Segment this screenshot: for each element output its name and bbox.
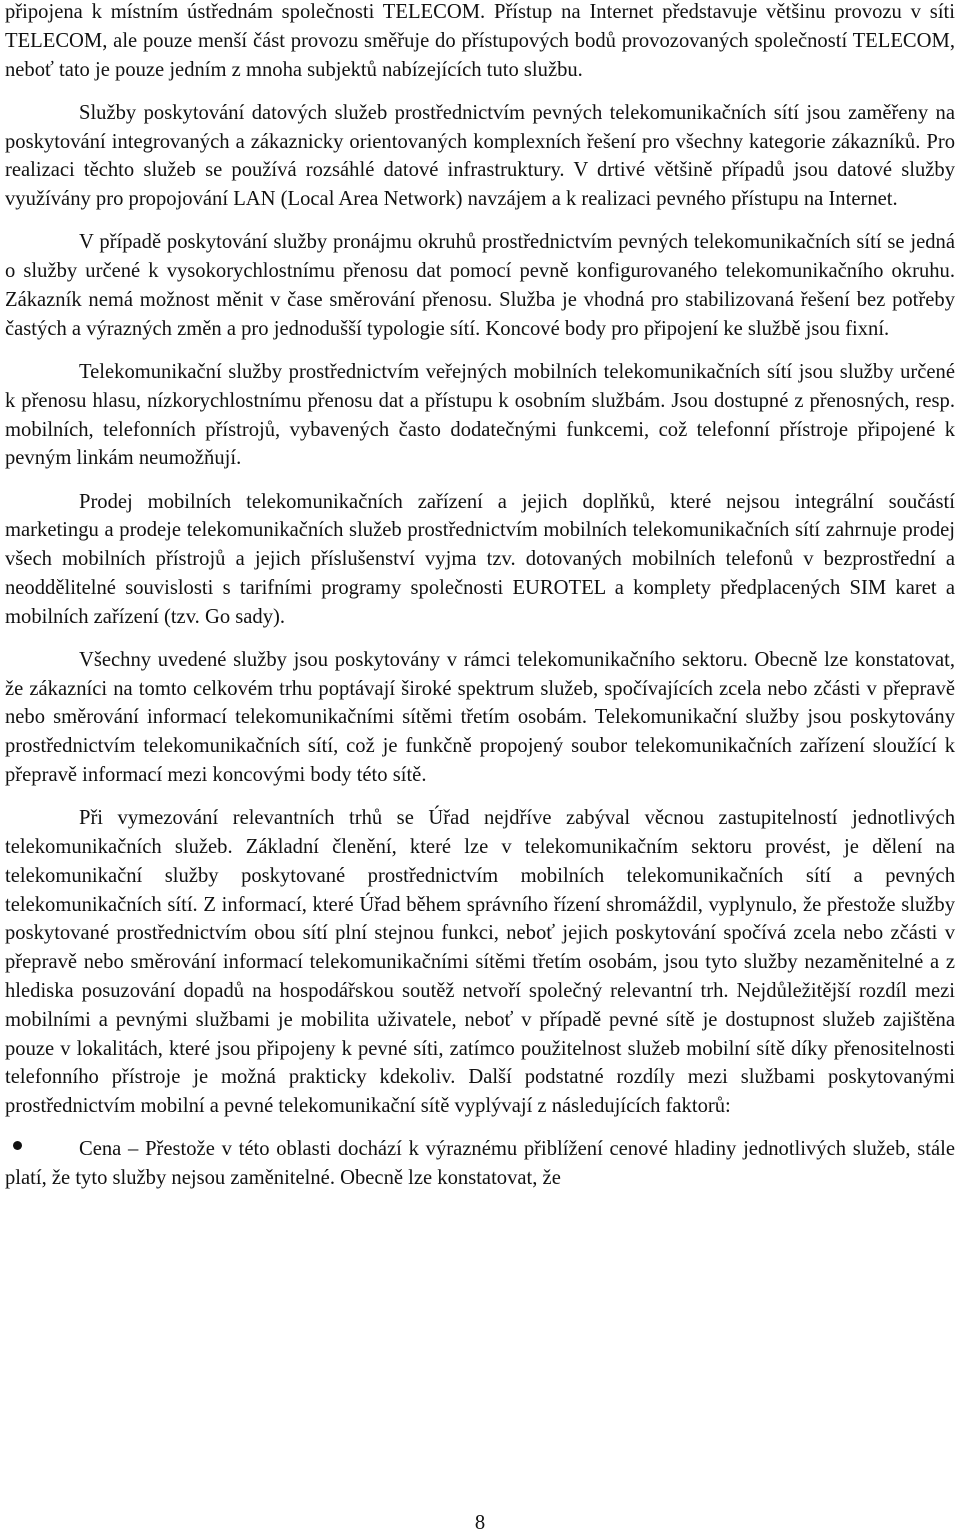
paragraph: Služby poskytování datových služeb prostřednictvím pevných telekomunikačních sítí jsou zaměřeny na poskytování integrovaných a zákaznicky orientovaných komplexních řešení pro všechny kategorie zákazníků. Pro realizaci těchto služeb se používá rozsáhlé datové infrastruktury. V drtivé většině případů jsou datové služby využívány pro propojování LAN (Local Area Network) navzájem a k realizaci pevného přístupu na Internet. <box>5 101 955 211</box>
bullet-icon <box>13 1141 22 1150</box>
paragraph: připojena k místním ústřednám společnosti TELECOM. Přístup na Internet představuje většinu provozu v síti TELECOM, ale pouze menší část provozu směřuje do přístupových bodů provozovaných společností TELECOM, neboť tato je pouze jedním z mnoha subjektů nabízejících tuto službu. <box>5 1 955 81</box>
paragraph: Všechny uvedené služby jsou poskytovány v rámci telekomunikačního sektoru. Obecně lze konstatovat, že zákazníci na tomto celkovém trhu poptávají široké spektrum služeb, spočívajících zcela nebo zčásti v přepravě nebo směrování informací telekomunikačními sítěmi třetím osobám. Telekomunikační služby jsou poskytovány prostřednictvím telekomunikačních sítí, což je funkčně propojený soubor telekomunikačních zařízení sloužící k přepravě informací mezi koncovými body této sítě. <box>5 648 955 787</box>
paragraph: Prodej mobilních telekomunikačních zařízení a jejich doplňků, které nejsou integrální součástí marketingu a prodeje telekomunikačních služeb prostřednictvím mobilních telekomunikačních sítí zahrnuje prodej všech mobilních přístrojů a jejich příslušenství vyjma tzv. dotovaných mobilních telefonů v bezprostřední a neoddělitelné souvislosti s tarifními programy společnosti EUROTEL a komplety předplacených SIM karet a mobilních zařízení (tzv. Go sady). <box>5 490 955 628</box>
page-number: 8 <box>474 1512 486 1534</box>
bullet-list-item <box>5 1135 955 1193</box>
paragraph: V případě poskytování služby pronájmu okruhů prostřednictvím pevných telekomunikačních sítí se jedná o služby určené k vysokorychlostnímu přenosu dat pomocí pevně konfigurovaného telekomunikačního okruhu. Zákazník nemá možnost měnit v čase směrování přenosu. Služba je vhodná pro stabilizovaná řešení bez potřeby častých a výrazných změn a pro jednodušší typologie sítí. Koncové body pro připojení ke službě jsou fixní. <box>5 231 955 340</box>
document-page <box>5 0 955 1193</box>
paragraph: Při vymezování relevantních trhů se Úřad nejdříve zabýval věcnou zastupitelností jednotlivých telekomunikačních služeb. Základní členění, které lze v telekomunikačním sektoru provést, je dělení na telekomunikační služby poskytované prostřednictvím mobilních telekomunikačních sítí a pevných telekomunikačních sítí. Z informací, které Úřad během správního řízení shromáždil, vyplynulo, že přestože služby poskytované prostřednictvím obou sítí plní stejnou funkci, neboť jejich poskytování spočívá zcela nebo zčásti v přepravě nebo směrování informací telekomunikačními sítěmi třetím osobám, jsou tyto služby nezaměnitelné a z hlediska posuzování dopadů na hospodářskou soutěž netvoří společný relevantní trh. Nejdůležitější rozdíl mezi mobilními a pevnými službami je mobilita uživatele, neboť v případě pevné sítě je dostupnost služeb zajištěna pouze v lokalitách, které jsou připojeny k pevné síti, zatímco použitelnost služeb mobilní sítě díky přenositelnosti telefonního přístroje je možná prakticky kdekoliv. Další podstatné rozdíly mezi službami poskytovanými prostřednictvím mobilní a pevné telekomunikační sítě vyplývají z následujících faktorů: <box>5 807 955 1118</box>
bullet-text: Cena – Přestože v této oblasti dochází k výraznému přiblížení cenové hladiny jednotlivých služeb, stále platí, že tyto služby nejsou zaměnitelné. Obecně lze konstatovat, že <box>5 1138 955 1190</box>
paragraph: Telekomunikační služby prostřednictvím veřejných mobilních telekomunikačních sítí jsou služby určené k přenosu hlasu, nízkorychlostnímu přenosu dat a přístupu k osobním službám. Jsou dostupné z přenosných, resp. mobilních, telefonních přístrojů, vybavených často dodatečnými funkcemi, což telefonní přístroje připojené k pevným linkám neumožňují. <box>5 360 955 470</box>
